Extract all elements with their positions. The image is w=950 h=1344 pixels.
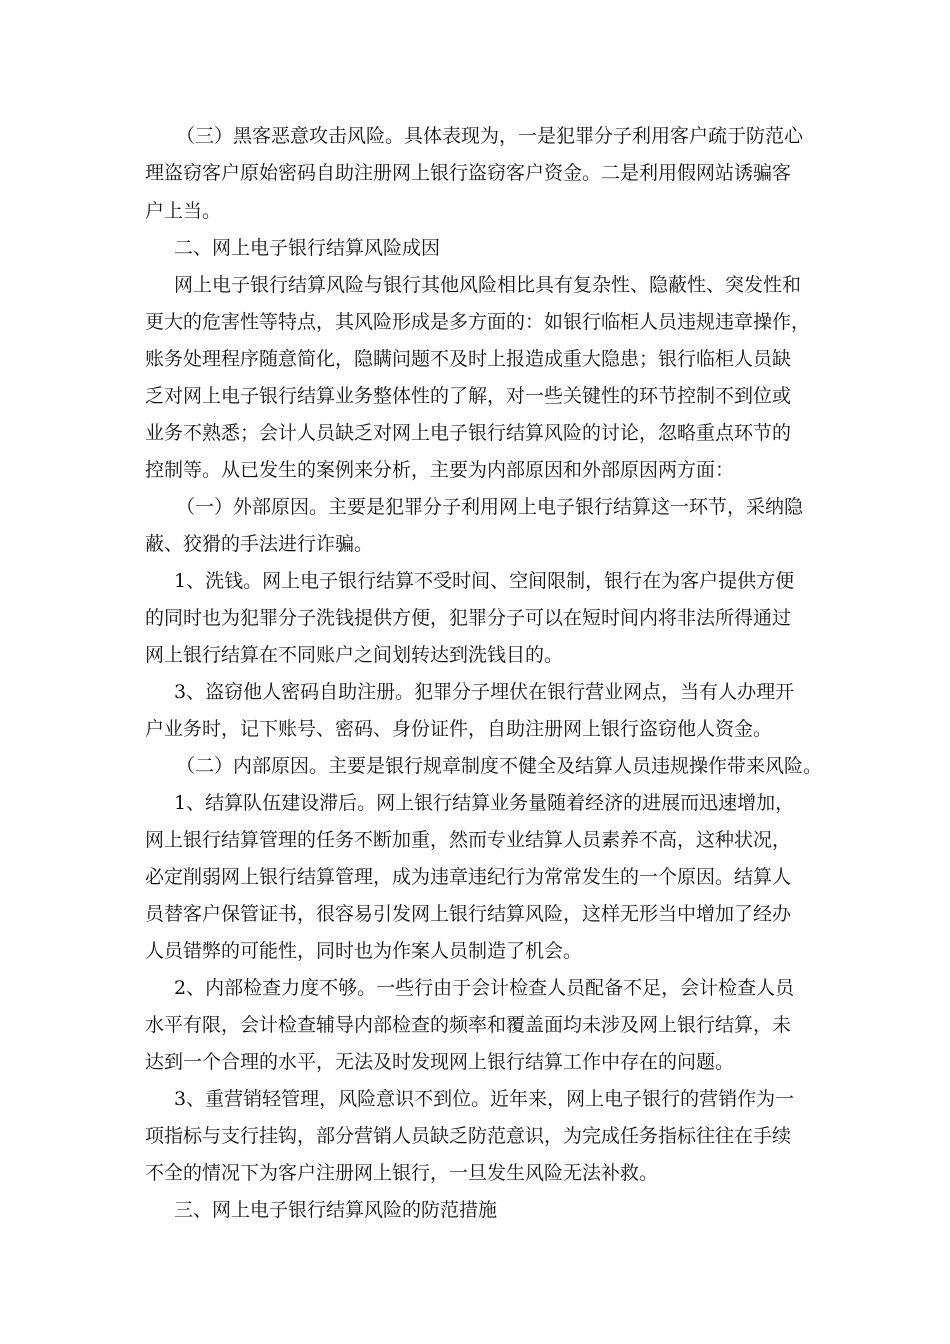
text-line: 项指标与支行挂钩，部分营销人员缺乏防范意识，为完成任务指标往往在手续 xyxy=(145,1125,792,1147)
text-line: 1、洗钱。网上电子银行结算不受时间、空间限制，银行在为客户提供方便 xyxy=(174,570,795,592)
text-line: 不全的情况下为客户注册网上银行，一旦发生风险无法补救。 xyxy=(145,1162,659,1184)
text-line: （一）外部原因。主要是犯罪分子利用网上电子银行结算这一环节，采纳隐 xyxy=(176,496,804,518)
text-line: 网上电子银行结算风险与银行其他风险相比具有复杂性、隐蔽性、突发性和 xyxy=(174,274,802,296)
text-line: 控制等。从已发生的案例来分析，主要为内部原因和外部原因两方面： xyxy=(145,459,735,481)
text-line: 员替客户保管证书，很容易引发网上银行结算风险，这样无形当中增加了经办 xyxy=(145,903,792,925)
text-line: 水平有限，会计检查辅导内部检查的频率和覆盖面均未涉及网上银行结算，未 xyxy=(145,1014,792,1036)
text-line: 户上当。 xyxy=(145,200,222,222)
text-line: 业务不熟悉；会计人员缺乏对网上电子银行结算风险的讨论，忽略重点环节的 xyxy=(145,422,792,444)
text-line: 达到一个合理的水平，无法及时发现网上银行结算工作中存在的问题。 xyxy=(145,1051,735,1073)
text-line: （二）内部原因。主要是银行规章制度不健全及结算人员违规操作带来风险。 xyxy=(176,755,823,777)
text-line: 3、盗窃他人密码自助注册。犯罪分子埋伏在银行营业网点，当有人办理开 xyxy=(174,681,795,703)
text-line: 网上银行结算在不同账户之间划转达到洗钱目的。 xyxy=(145,644,564,666)
section-heading: 二、网上电子银行结算风险成因 xyxy=(174,237,441,259)
text-line: 3、重营销轻管理，风险意识不到位。近年来，网上电子银行的营销作为一 xyxy=(174,1088,795,1110)
text-line: 乏对网上电子银行结算业务整体性的了解，对一些关键性的环节控制不到位或 xyxy=(145,385,792,407)
text-line: 户业务时，记下账号、密码、身份证件，自助注册网上银行盗窃他人资金。 xyxy=(145,718,773,740)
text-line: 理盗窃客户原始密码自助注册网上银行盗窃客户资金。二是利用假网站诱骗客 xyxy=(145,162,792,184)
text-line: 更大的危害性等特点，其风险形成是多方面的：如银行临柜人员违规违章操作， xyxy=(145,311,811,333)
text-line: 人员错弊的可能性，同时也为作案人员制造了机会。 xyxy=(145,940,583,962)
text-line: 网上银行结算管理的任务不断加重，然而专业结算人员素养不高，这种状况， xyxy=(145,829,792,851)
text-line: 蔽、狡猾的手法进行诈骗。 xyxy=(145,533,374,555)
text-line: 1、结算队伍建设滞后。网上银行结算业务量随着经济的进展而迅速增加， xyxy=(174,792,795,814)
section-heading: 三、网上电子银行结算风险的防范措施 xyxy=(174,1199,498,1221)
text-line: 账务处理程序随意简化，隐瞒问题不及时上报造成重大隐患；银行临柜人员缺 xyxy=(145,348,792,370)
text-line: 的同时也为犯罪分子洗钱提供方便，犯罪分子可以在短时间内将非法所得通过 xyxy=(145,607,792,629)
text-line: （三）黑客恶意攻击风险。具体表现为，一是犯罪分子利用客户疏于防范心 xyxy=(176,125,804,147)
text-line: 2、内部检查力度不够。一些行由于会计检查人员配备不足，会计检查人员 xyxy=(174,977,795,999)
text-line: 必定削弱网上银行结算管理，成为违章违纪行为常常发生的一个原因。结算人 xyxy=(145,866,792,888)
